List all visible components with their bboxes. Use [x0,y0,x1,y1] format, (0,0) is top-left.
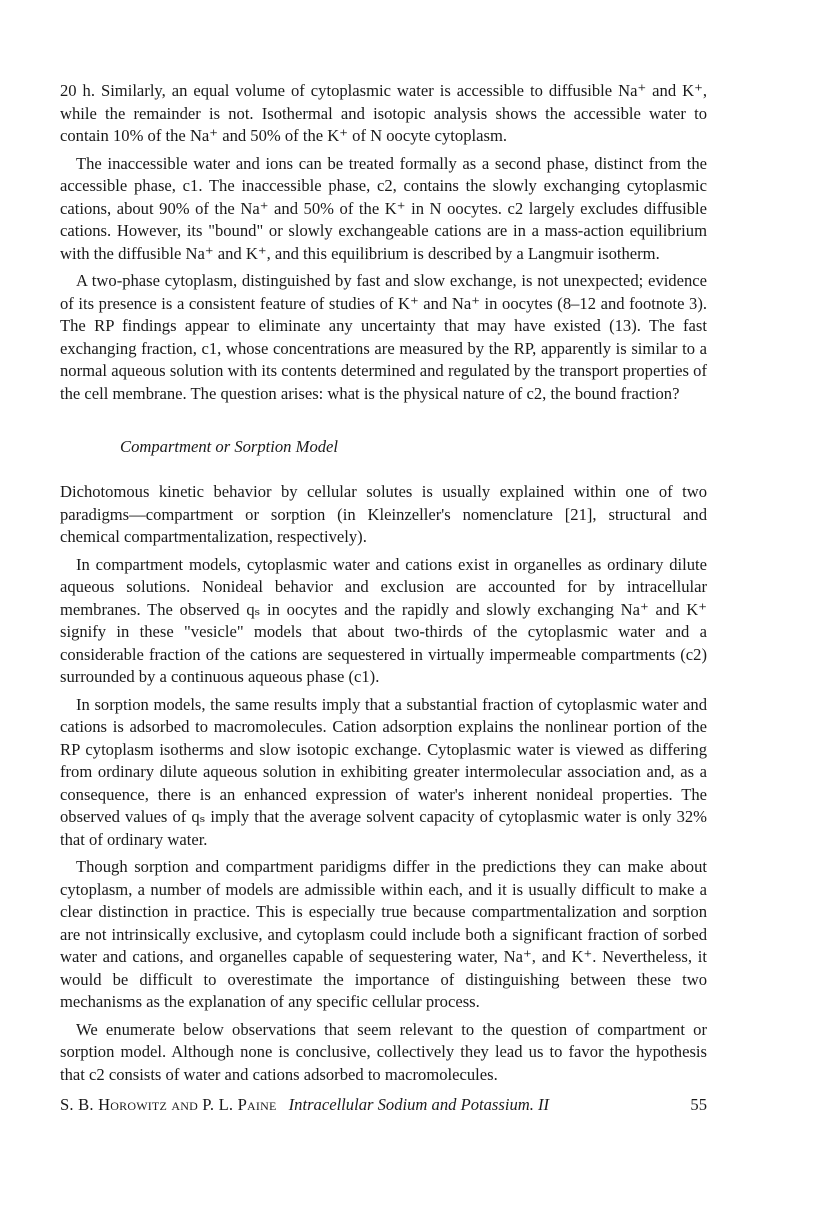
page-number: 55 [690,1095,707,1114]
page-body [60,80,707,1091]
paragraph-2: The inaccessible water and ions can be treated formally as a second phase, distinct from the accessible phase, c1. The inaccessible phase, c2, contains the slowly exchanging cytoplasmic cations, about 90% of the Na⁺ and 50% of the K⁺ in N oocytes. c2 largely excludes diffusible cations. However, its "bound" or slowly exchangeable cations are in a mass-action equilibrium with the diffusible Na⁺ and K⁺, and this equilibrium is described by a Langmuir isotherm. [60,153,707,263]
footer-journal-title: Intracellular Sodium and Potassium. II [288,1095,550,1114]
paragraph-3: A two-phase cytoplasm, distinguished by fast and slow exchange, is not unexpected; evidence of its presence is a consistent feature of studies of K⁺ and Na⁺ in oocytes (8–12 and footnote 3). The RP findings appear to eliminate any uncertainty that may have existed (13). The fast exchanging fraction, c1, whose concentrations are measured by the RP, apparently is similar to a normal aqueous solution with its contents determined and regulated by the transport properties of the cell membrane. The question arises: what is the physical nature of c2, the bound fraction? [60,271,707,403]
running-footer [60,1094,707,1116]
paragraph-6: In sorption models, the same results imply that a substantial fraction of cytoplasmic water and cations is adsorbed to macromolecules. Cation adsorption explains the nonlinear portion of the RP cytoplasm isotherms and slow isotopic exchange. Cytoplasmic water is viewed as differing from ordinary dilute aqueous solution in exhibiting greater intermolecular association and, as a consequence, there is an enhanced expression of water's inherent nonideal properties. The observed values of qₛ imply that the average solvent capacity of cytoplasmic water is only 32% that of ordinary water. [60,694,707,849]
paragraph-4: Dichotomous kinetic behavior by cellular solutes is usually explained within one of two paradigms—compartment or sorption (in Kleinzeller's nomenclature [21], structural and chemical compartmentalization, respectively). [60,482,707,546]
paragraph-5: In compartment models, cytoplasmic water and cations exist in organelles as ordinary dilute aqueous solutions. Nonideal behavior and exclusion are accounted for by intracellular membranes. The observed qₛ in oocytes and the rapidly and slowly exchanging Na⁺ and K⁺ signify in these "vesicle" models that about two-thirds of the cytoplasmic water and a considerable fraction of the cations are sequestered in virtually impermeable compartments (c2) surrounded by a continuous aqueous phase (c1). [60,554,707,686]
footer-authors: S. B. Horowitz and P. L. Paine [60,1095,277,1114]
paragraph-8: We enumerate below observations that seem relevant to the question of compartment or sorption model. Although none is conclusive, collectively they lead us to favor the hypothesis that c2 consists of water and cations adsorbed to macromolecules. [60,1019,707,1084]
paragraph-7: Though sorption and compartment paridigms differ in the predictions they can make about cytoplasm, a number of models are admissible within each, and it is usually difficult to make a clear distinction in practice. This is especially true because compartmentalization and sorption are not intrinsically exclusive, and cytoplasm could include both a significant fraction of sorbed water and cations, and organelles capable of sequestering water, Na⁺, and K⁺. Nevertheless, it would be difficult to overestimate the importance of distinguishing between these two mechanisms as the explanation of any specific cellular process. [60,857,707,1011]
paragraph-1: 20 h. Similarly, an equal volume of cytoplasmic water is accessible to diffusible Na⁺ and K⁺, while the remainder is not. Isothermal and isotopic analysis shows the accessible water to contain 10% of the Na⁺ and 50% of the K⁺ of N oocyte cytoplasm. [60,81,707,145]
section-heading: Compartment or Sorption Model [120,437,339,456]
